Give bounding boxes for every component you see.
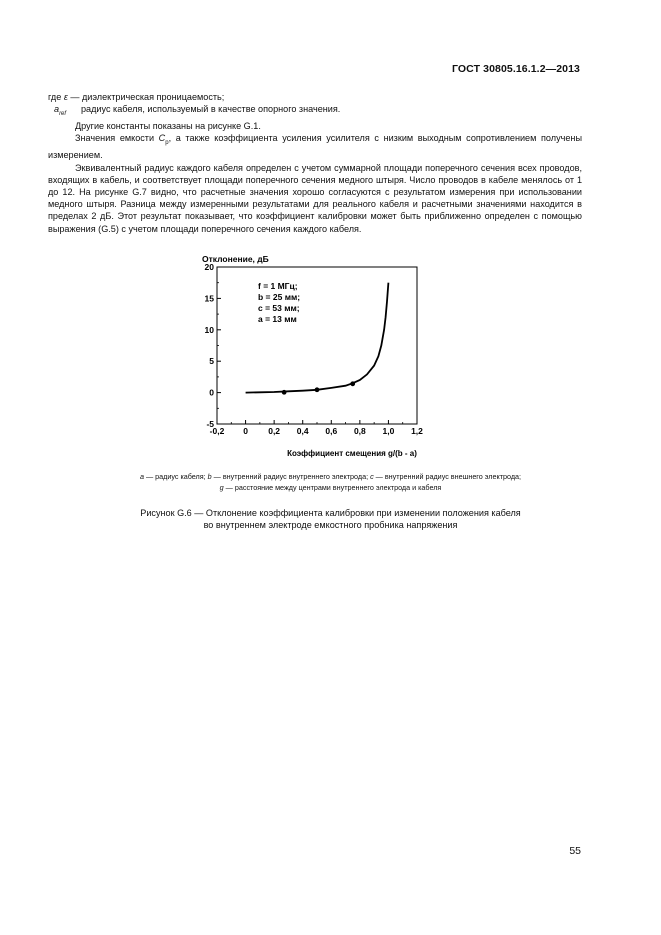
y-tick-label: 10 [204,324,214,335]
annotation-line: f = 1 МГц; [258,281,298,291]
x-tick-label: 0,6 [325,426,338,436]
y-tick-label: 15 [204,293,214,304]
capacitance-note: Значения емкости $C_p$, а также коэффициента усиления усилителя с низким выходным сопротивлением получены измерением. [48,133,582,161]
annotation-line: b = 25 мм; [258,292,301,302]
annotation-line: a = 13 мм [258,314,297,324]
data-marker [282,390,287,395]
y-tick-label: 20 [204,262,214,272]
figure-caption-line-1: Рисунок G.6 — Отклонение коэффициента калибровки при изменении положения кабеля [140,508,521,518]
x-tick-label: 0,2 [268,426,281,436]
x-tick-label: 0,8 [353,426,366,436]
body-text [48,91,582,235]
x-tick-label: 1,2 [411,426,423,436]
data-marker [350,381,355,386]
figure-caption-line-2: во внутреннем электроде емкостного пробника напряжения [203,520,458,530]
data-markers [282,381,355,394]
constants-note: Другие константы показаны на рисунке G.1. [75,121,261,132]
y-axis-label: Отклонение, дБ [202,254,269,264]
y-tick-label: 5 [209,356,214,367]
annotation-line: c = 53 мм; [258,303,300,313]
x-tick-labels [210,426,424,436]
data-marker [315,387,320,392]
x-tick-label: 0,4 [296,426,309,436]
y-tick-labels [205,262,215,429]
deviation-chart [200,253,435,461]
x-tick-label: -0,2 [209,426,225,436]
page-number: 55 [569,845,581,857]
x-axis-label: Коэффициент смещения g/(b - a) [287,449,417,458]
epsilon-definition: где ε — диэлектрическая проницаемость; [48,92,225,102]
chart-annotations [258,281,300,324]
aref-symbol: $a_{ref}$ [54,104,67,118]
y-tick-label: -5 [206,419,214,429]
figure-caption [48,507,613,531]
legend-line-2: g — расстояние между центрами внутреннего электрода и кабеля [219,483,442,492]
document-code: ГОСТ 30805.16.1.2—2013 [452,63,580,75]
y-tick-label: 0 [209,387,214,398]
figure-legend [48,471,613,493]
x-tick-label: 1,0 [382,426,395,436]
paragraph-equivalent-radius: Эквивалентный радиус каждого кабеля определен с учетом суммарной площади поперечного сечения всех проводов, входящих в кабель, и соответствует площади поперечного сечения медного штыря. Число проводов в кабеле менялось от 1 до 12. На рисунке G.7 видно, что расчетные значения хорошо согласуются с результатом измерения при использовании медного штыря. Разница между измеренными результатами для реального кабеля и расчетными значениями находится в пределах 2 дБ. Этот результат показывает, что коэффициент калибровки может быть приближенно определен с помощью выражения (G.5) с учетом площади поперечного сечения каждого кабеля. [48,162,582,234]
x-tick-label: 0 [243,426,248,436]
aref-text: радиус кабеля, используемый в качестве опорного значения. [81,104,341,115]
legend-line-1: a — радиус кабеля; b — внутренний радиус внутреннего электрода; c — внутренний радиус внешнего электрода; [139,472,522,481]
aref-definition [48,103,582,120]
